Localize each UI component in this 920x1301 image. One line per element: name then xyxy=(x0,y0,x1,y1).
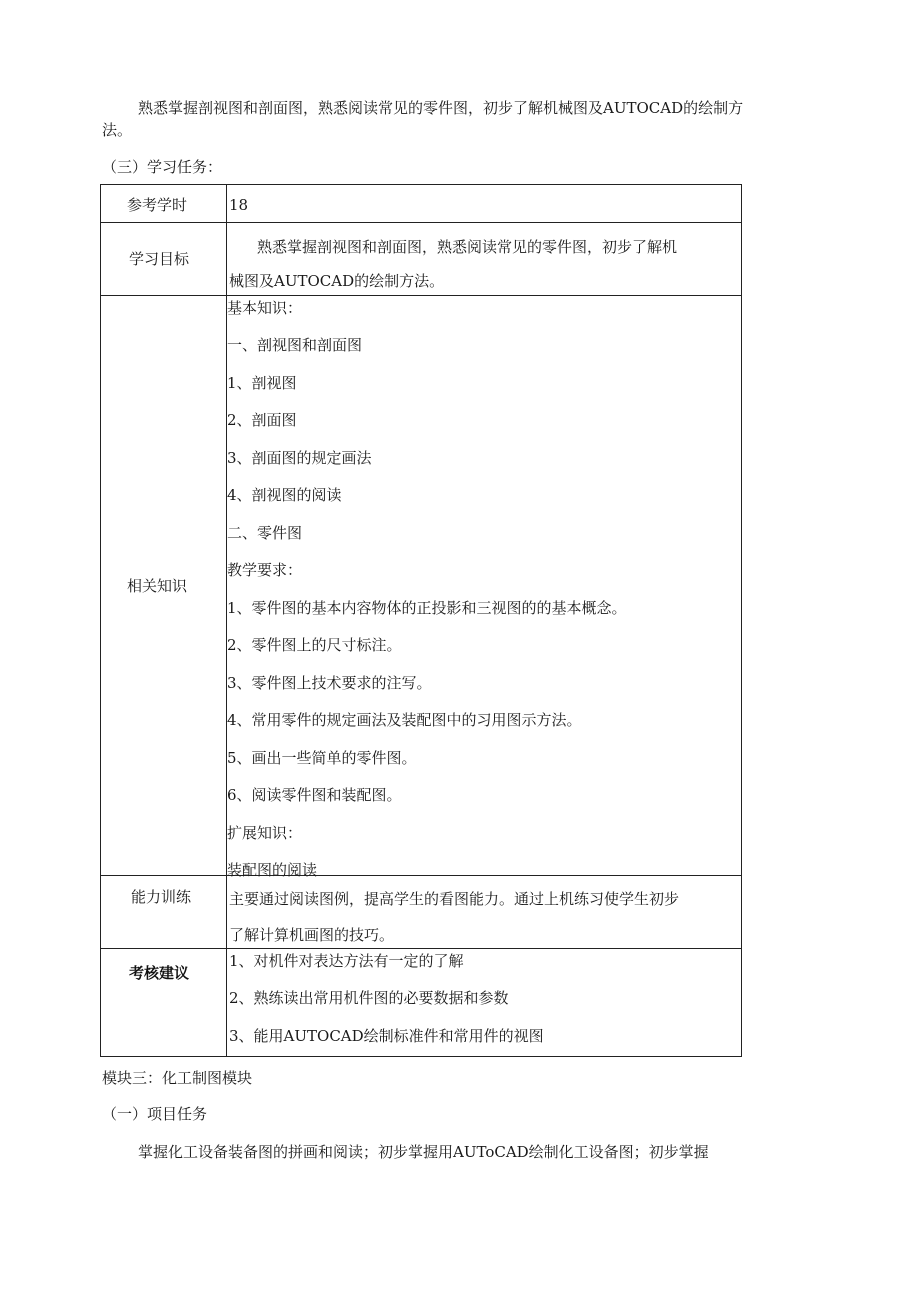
knowledge-line: 3、零件图上技术要求的注写。 xyxy=(227,674,432,692)
row-divider xyxy=(101,948,741,949)
ref-hours-value: 18 xyxy=(229,196,249,214)
module-heading: 模块三：化工制图模块 xyxy=(102,1069,253,1087)
knowledge-line: 扩展知识： xyxy=(227,824,303,842)
assessment-line: 1、对机件对表达方法有一定的了解 xyxy=(229,952,464,970)
section-heading: （三）学习任务： xyxy=(102,158,223,176)
knowledge-line: 2、零件图上的尺寸标注。 xyxy=(227,636,402,654)
knowledge-line: 一、剖视图和剖面图 xyxy=(227,336,363,354)
knowledge-line: 4、常用零件的规定画法及装配图中的习用图示方法。 xyxy=(227,711,582,729)
knowledge-line: 基本知识： xyxy=(227,299,303,317)
knowledge-line: 5、画出一些简单的零件图。 xyxy=(227,749,417,767)
intro-line-2: 法。 xyxy=(102,121,133,139)
skills-line-1: 主要通过阅读图例，提高学生的看图能力。通过上机练习使学生初步 xyxy=(229,890,680,908)
objectives-label: 学习目标 xyxy=(129,250,190,268)
knowledge-line: 1、剖视图 xyxy=(227,374,297,392)
objectives-line-2: 械图及AUTOCAD的绘制方法。 xyxy=(229,272,445,290)
knowledge-line: 3、剖面图的规定画法 xyxy=(227,449,372,467)
knowledge-line: 装配图的阅读 xyxy=(227,861,318,877)
knowledge-label: 相关知识 xyxy=(127,577,188,595)
knowledge-line: 6、阅读零件图和装配图。 xyxy=(227,786,402,804)
closing-paragraph: 掌握化工设备装备图的拼画和阅读；初步掌握用AUToCAD绘制化工设备图；初步掌握 xyxy=(138,1143,709,1161)
knowledge-line: 1、零件图的基本内容物体的正投影和三视图的的基本概念。 xyxy=(227,599,627,617)
knowledge-line: 二、零件图 xyxy=(227,524,303,542)
ref-hours-label: 参考学时 xyxy=(127,196,188,214)
knowledge-line: 教学要求： xyxy=(227,561,303,579)
assessment-line: 3、能用AUTOCAD绘制标准件和常用件的视图 xyxy=(229,1027,544,1045)
assessment-line: 2、熟练读出常用机件图的必要数据和参数 xyxy=(229,989,509,1007)
knowledge-line: 2、剖面图 xyxy=(227,411,297,429)
skills-line-2: 了解计算机画图的技巧。 xyxy=(229,926,395,944)
skills-label: 能力训练 xyxy=(131,888,192,906)
objectives-line-1: 熟悉掌握剖视图和剖面图，熟悉阅读常见的零件图，初步了解机 xyxy=(257,238,678,256)
sub-heading: （一）项目任务 xyxy=(102,1105,208,1123)
knowledge-content xyxy=(227,297,727,877)
assessment-label: 考核建议 xyxy=(129,964,190,982)
row-divider xyxy=(101,222,741,223)
knowledge-line: 4、剖视图的阅读 xyxy=(227,486,342,504)
row-divider xyxy=(101,295,741,296)
learning-task-table xyxy=(100,184,742,1057)
intro-line-1: 熟悉掌握剖视图和剖面图，熟悉阅读常见的零件图，初步了解机械图及AUTOCAD的绘制方 xyxy=(138,99,744,117)
